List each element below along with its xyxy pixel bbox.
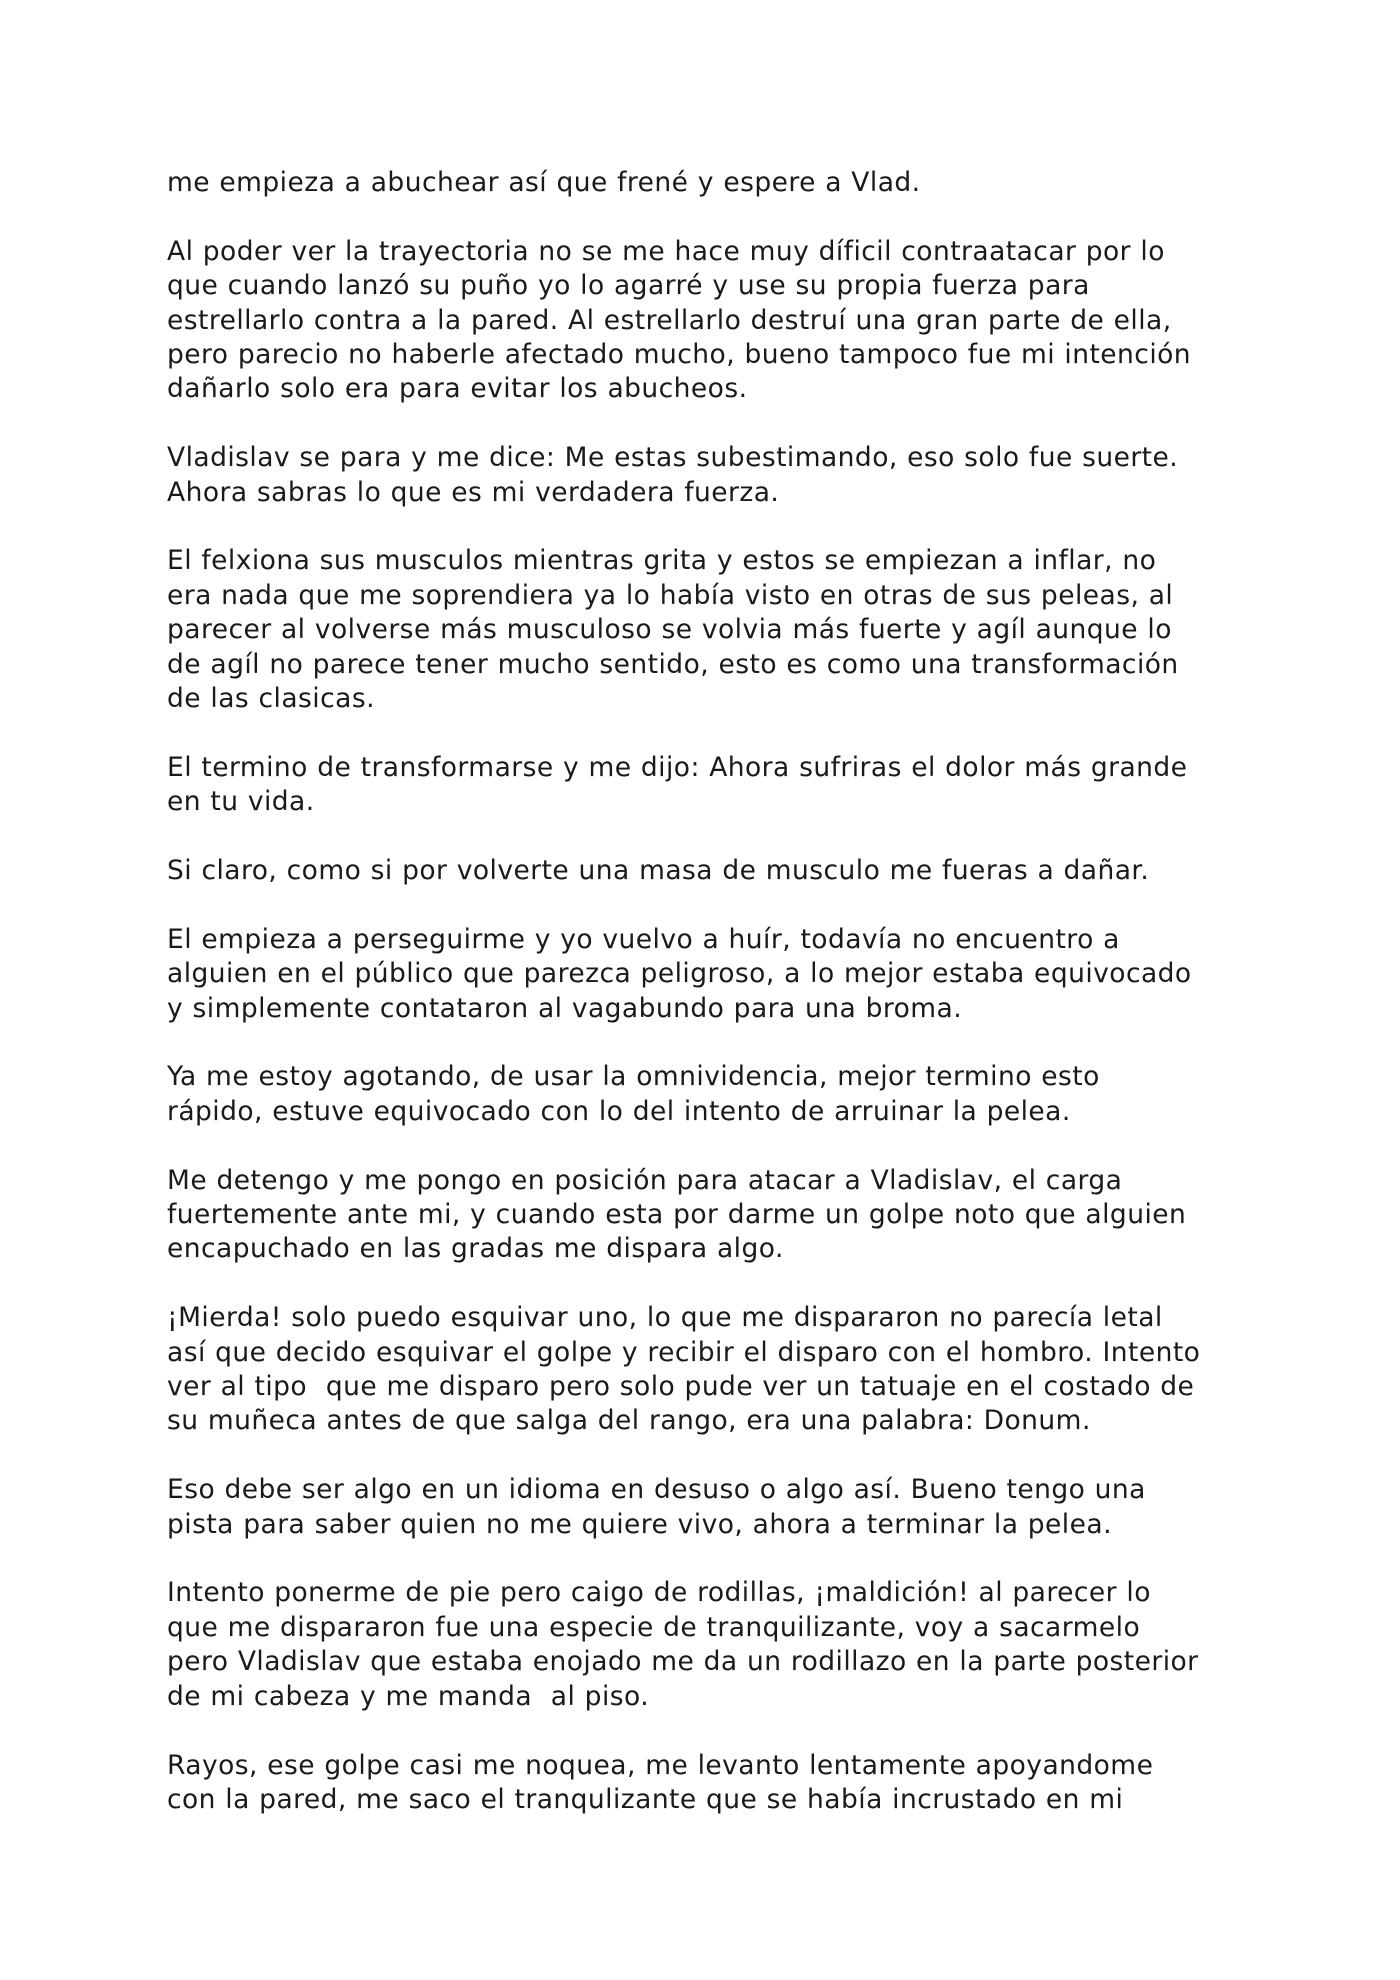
text-line: ¡Mierda! solo puedo esquivar uno, lo que me dispararon no parecía letal xyxy=(167,1302,1163,1334)
paragraph xyxy=(167,1060,1247,1129)
text-line: Eso debe ser algo en un idioma en desuso o algo así. Bueno tengo una xyxy=(167,1474,1146,1506)
text-line: Me detengo y me pongo en posición para atacar a Vladislav, el carga xyxy=(167,1164,1123,1196)
text-line: con la pared, me saco el tranqulizante que se había incrustado en mi xyxy=(167,1783,1124,1815)
paragraph xyxy=(167,544,1247,716)
paragraph xyxy=(167,923,1247,1026)
document-body xyxy=(167,166,1247,1852)
text-line: parecer al volverse más musculoso se volvia más fuerte y agíl aunque lo xyxy=(167,614,1172,646)
text-line: ver al tipo que me disparo pero solo pude ver un tatuaje en el costado de xyxy=(167,1371,1195,1403)
text-line: Rayos, ese golpe casi me noquea, me levanto lentamente apoyandome xyxy=(167,1749,1154,1781)
text-line: alguien en el público que parezca peligroso, a lo mejor estaba equivocado xyxy=(167,958,1192,990)
text-line: que me dispararon fue una especie de tranquilizante, voy a sacarmelo xyxy=(167,1611,1141,1643)
text-line: en tu vida. xyxy=(167,786,315,818)
paragraph xyxy=(167,441,1247,510)
paragraph xyxy=(167,1749,1247,1818)
text-line: pero Vladislav que estaba enojado me da un rodillazo en la parte posterior xyxy=(167,1646,1199,1678)
text-line: era nada que me soprendiera ya lo había visto en otras de sus peleas, al xyxy=(167,579,1174,611)
paragraph xyxy=(167,854,1247,888)
text-line: Al poder ver la trayectoria no se me hace muy díficil contraatacar por lo xyxy=(167,235,1165,267)
text-line: de las clasicas. xyxy=(167,683,375,715)
text-line: y simplemente contataron al vagabundo para una broma. xyxy=(167,992,963,1024)
text-line: El empieza a perseguirme y yo vuelvo a huír, todavía no encuentro a xyxy=(167,923,1120,955)
text-line: Si claro, como si por volverte una masa de musculo me fueras a dañar. xyxy=(167,855,1150,887)
text-line: fuertemente ante mi, y cuando esta por darme un golpe noto que alguien xyxy=(167,1199,1187,1231)
paragraph xyxy=(167,166,1247,200)
text-line: El felxiona sus musculos mientras grita y estos se empiezan a inflar, no xyxy=(167,545,1157,577)
text-line: dañarlo solo era para evitar los abucheos. xyxy=(167,373,748,405)
paragraph xyxy=(167,1164,1247,1267)
text-line: Vladislav se para y me dice: Me estas subestimando, eso solo fue suerte. xyxy=(167,442,1179,474)
paragraph xyxy=(167,235,1247,407)
text-line: Intento ponerme de pie pero caigo de rodillas, ¡maldición! al parecer lo xyxy=(167,1577,1151,1609)
text-line: encapuchado en las gradas me dispara algo. xyxy=(167,1233,784,1265)
text-line: Ya me estoy agotando, de usar la omnividencia, mejor termino esto xyxy=(167,1061,1100,1093)
paragraph xyxy=(167,1473,1247,1542)
text-line: Ahora sabras lo que es mi verdadera fuerza. xyxy=(167,476,780,508)
paragraph xyxy=(167,1576,1247,1714)
text-line: que cuando lanzó su puño yo lo agarré y use su propia fuerza para xyxy=(167,270,1090,302)
text-line: su muñeca antes de que salga del rango, era una palabra: Donum. xyxy=(167,1405,1091,1437)
text-line: pista para saber quien no me quiere vivo, ahora a terminar la pelea. xyxy=(167,1508,1112,1540)
text-line: de agíl no parece tener mucho sentido, esto es como una transformación xyxy=(167,648,1179,680)
text-line: rápido, estuve equivocado con lo del intento de arruinar la pelea. xyxy=(167,1095,1071,1127)
paragraph xyxy=(167,751,1247,820)
text-line: de mi cabeza y me manda al piso. xyxy=(167,1680,650,1712)
text-line: así que decido esquivar el golpe y recibir el disparo con el hombro. Intento xyxy=(167,1336,1201,1368)
text-line: pero parecio no haberle afectado mucho, bueno tampoco fue mi intención xyxy=(167,339,1192,371)
text-line: me empieza a abuchear así que frené y espere a Vlad. xyxy=(167,167,921,198)
text-line: El termino de transformarse y me dijo: Ahora sufriras el dolor más grande xyxy=(167,751,1188,783)
paragraph xyxy=(167,1301,1247,1439)
text-line: estrellarlo contra a la pared. Al estrellarlo destruí una gran parte de ella, xyxy=(167,304,1172,336)
